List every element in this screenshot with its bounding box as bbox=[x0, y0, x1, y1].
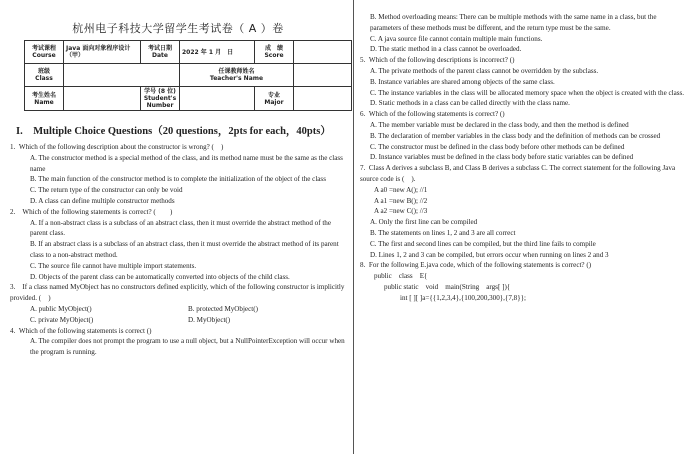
question-7 bbox=[360, 163, 686, 260]
exam-title: 杭州电子科技大学留学生考试卷（ A ）卷 bbox=[72, 22, 284, 35]
option-b[interactable]: B. Method overloading means: There can be multiple methods with the same name in a class, but the parameters of these methods must be different, and the return type must be the same. bbox=[370, 13, 657, 32]
score-label: 成 绩 Score bbox=[255, 41, 294, 64]
name-field[interactable] bbox=[64, 87, 141, 111]
code-line: public static void main(String args[ ]){ bbox=[384, 282, 511, 291]
option-b[interactable]: B. The statements on lines 1, 2 and 3 are all correct bbox=[370, 228, 516, 237]
option-c[interactable]: C. A java source file cannot contain multiple main functions. bbox=[370, 34, 543, 43]
question-stem: 3. If a class named MyObject has no constructors defined explicitly, which of the following constructor is implicitly provided. ( ) bbox=[10, 283, 345, 303]
option-d[interactable]: D. Lines 1, 2 and 3 can be compiled, but errors occur when running on lines 2 and 3 bbox=[370, 250, 609, 259]
question-stem: 7. Class A derives a subclass B, and Class B derives a subclass C. The correct statement for the following Java source code is ( ). bbox=[360, 164, 676, 183]
option-d[interactable]: D. MyObject() bbox=[188, 315, 231, 324]
question-6 bbox=[360, 109, 686, 163]
option-a[interactable]: A. Only the first line can be compiled bbox=[370, 218, 478, 227]
option-c[interactable]: C. The source file cannot have multiple import statements. bbox=[30, 261, 197, 270]
code-line: A a0 =new A(); //1 bbox=[374, 185, 428, 194]
teacher-label: 任课教师姓名 Teacher's Name bbox=[180, 64, 294, 87]
code-line: public class E{ bbox=[374, 272, 428, 281]
question-stem: 4. Which of the following statements is correct () bbox=[10, 326, 152, 335]
option-c[interactable]: C. The instance variables in the class will be allocated memory space when the object is created with the class. bbox=[370, 88, 685, 97]
question-stem: 5. Which of the following descriptions is incorrect? () bbox=[360, 56, 515, 65]
question-5 bbox=[360, 55, 686, 109]
class-field[interactable] bbox=[64, 64, 180, 87]
student-info-table bbox=[24, 40, 352, 111]
score-field[interactable] bbox=[294, 41, 352, 64]
option-c[interactable]: C. The first and second lines can be compiled, but the third line fails to compile bbox=[370, 239, 596, 248]
name-label: 考生姓名 Name bbox=[25, 87, 64, 111]
option-a[interactable]: A. public MyObject() bbox=[30, 304, 92, 313]
question-3 bbox=[10, 282, 346, 325]
teacher-field[interactable] bbox=[294, 64, 352, 87]
option-d[interactable]: D. Instance variables must be defined in the class body before static variables can be defined bbox=[370, 153, 634, 162]
question-stem: 1. Which of the following description about the constructor is wrong? ( ) bbox=[10, 143, 224, 151]
option-a[interactable]: A. The member variable must be declared in the class body, and then the method is defined bbox=[370, 120, 629, 129]
code-line: A a2 =new C(); //3 bbox=[374, 207, 428, 216]
question-stem: 2. Which of the following statements is correct? ( ) bbox=[10, 207, 173, 216]
option-d[interactable]: D. The static method in a class cannot be overloaded. bbox=[370, 45, 522, 54]
major-field[interactable] bbox=[294, 87, 352, 111]
option-d[interactable]: D. Objects of the parent class can be automatically converted into objects of the child class. bbox=[30, 272, 290, 281]
question-1 bbox=[10, 142, 346, 207]
option-b[interactable]: B. Instance variables are shared among objects of the same class. bbox=[370, 77, 555, 86]
date-label: 考试日期 Date bbox=[141, 41, 180, 64]
question-4 bbox=[10, 326, 346, 358]
option-c[interactable]: C. The constructor must be defined in the class body before other methods can be defined bbox=[370, 142, 625, 151]
option-d[interactable]: D. A class can define multiple constructor methods bbox=[30, 196, 175, 205]
option-c[interactable]: C. The return type of the constructor can only be void bbox=[30, 186, 183, 195]
student-number-field[interactable] bbox=[180, 87, 255, 111]
section-heading: I. Multiple Choice Questions（20 questions，2pts for each，40pts） bbox=[16, 126, 331, 137]
option-b[interactable]: B. The main function of the constructor method is to complete the initialization of the object of the class bbox=[30, 175, 326, 184]
option-a[interactable]: A. The constructor method is a special method of the class, and its method name must be the same as the class name bbox=[30, 153, 343, 173]
option-c[interactable]: C. private MyObject() bbox=[30, 315, 94, 324]
question-stem: 6. Which of the following statements is correct? () bbox=[360, 110, 505, 119]
option-b[interactable]: B. The declaration of member variables in the class body and the definition of methods can be crossed bbox=[370, 131, 661, 140]
question-2 bbox=[10, 207, 346, 283]
option-a[interactable]: A. The compiler does not prompt the program to use a null object, but a NullPointerException will occur when the program is running. bbox=[30, 337, 345, 357]
option-a[interactable]: A. If a non-abstract class is a subclass of an abstract class, then it must override the abstract method of the parent class. bbox=[30, 218, 331, 238]
option-a[interactable]: A. The private methods of the parent class cannot be overridden by the subclass. bbox=[370, 66, 599, 75]
right-column bbox=[360, 12, 686, 304]
question-4-continued bbox=[360, 12, 686, 55]
column-divider bbox=[353, 0, 354, 454]
question-8 bbox=[360, 260, 686, 303]
option-row bbox=[10, 315, 346, 326]
class-label: 班级 Class bbox=[25, 64, 64, 87]
option-b[interactable]: B. protected MyObject() bbox=[188, 304, 258, 313]
code-line: A a1 =new B(); //2 bbox=[374, 196, 428, 205]
major-label: 专业 Major bbox=[255, 87, 294, 111]
option-d[interactable]: D. Static methods in a class can be called directly with the class name. bbox=[370, 99, 570, 108]
student-number-label: 学号 (8 位) Student's Number bbox=[141, 87, 180, 111]
left-column bbox=[10, 0, 346, 358]
course-label: 考试课程 Course bbox=[25, 41, 64, 64]
code-line: int [ ][ ]a={{1,2,3,4},{100,200,300},{7,8}}; bbox=[400, 293, 527, 302]
option-b[interactable]: B. If an abstract class is a subclass of an abstract class, then it must override the abstract method of its parent class to a non-abstract method. bbox=[30, 240, 339, 259]
course-value: Java 面向对象程序设计（甲） bbox=[64, 41, 141, 64]
date-value: 2022 年 1 月 日 bbox=[180, 41, 255, 64]
option-row bbox=[10, 304, 346, 315]
question-stem: 8. For the following E.java code, which of the following statements is correct? () bbox=[360, 261, 592, 270]
